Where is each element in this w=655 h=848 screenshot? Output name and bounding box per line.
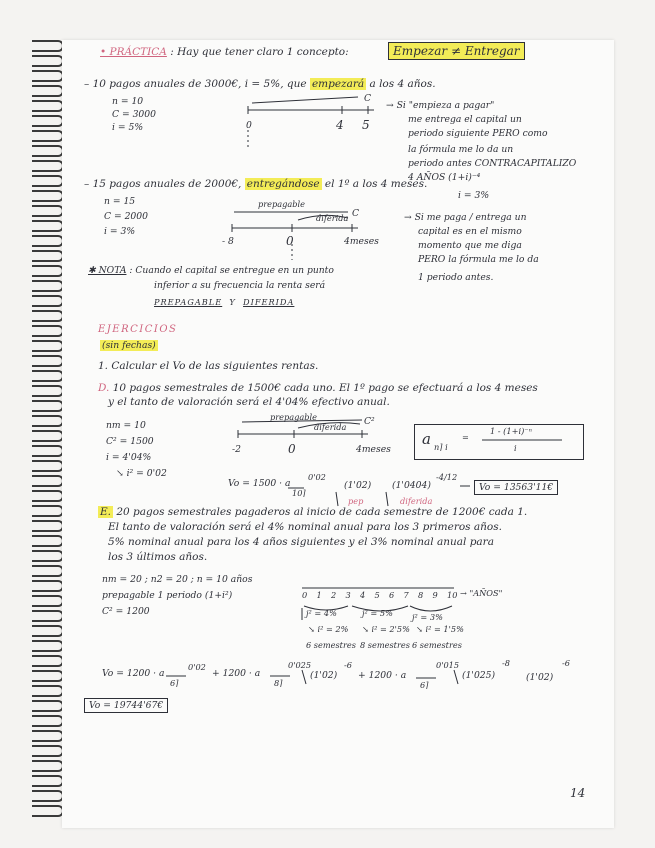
e-i2: ↘ i² = 2'5% [362, 624, 410, 634]
e-line3: 5% nominal anual para los 4 años siguientes y el 3% nominal anual para [108, 536, 494, 548]
spiral-ring [32, 400, 64, 412]
ejercicios-title: EJERCICIOS [98, 324, 178, 335]
spiral-ring [32, 325, 64, 337]
e-tick-label: 7 [403, 590, 409, 600]
e-vo-f1: (1'02) [310, 670, 338, 681]
notebook-page: • PRÁCTICA : Hay que tener claro 1 concepto: Empezar ≠ Entregar – 10 pagos anuales de 3000€, i = 5%, que empezará a los 4 años. n = 10 C = 3000 i = 5% C 0 4 5 → Si "empieza a pagar" me entrega el capital un periodo siguiente PERO como la fórmula me lo da un periodo antes CONTRACAPITALIZO 4 AÑOS (1+i)⁻⁴ – 15 pagos anuales de 2000€, entregándose el 1º a los 4 meses. i = 3% n = 15 C = 2000 i = 3% prepagable diferida C - 8 0 4meses → Si me paga / entrega un capital es en el mismo momento que me diga PERO la fórmula me lo da 1 periodo antes. ✱ NOTA : Cuando el capital se entregue en un punto inferior a su frecuencia la renta será PREPAGABLE Y DIFERIDA EJERCICIOS (sin fechas) 1. Calcular el Vo de las siguientes rentas. D. 10 pagos semestrales de 1500€ cada uno. El 1º pago se efectuará a los 4 meses y el tanto de valoración será el 4'04% efectivo anual. nm = 10 C² = 1500 i = 4'04% ↘ i² = 0'02 prepagable diferida C² -2 0 4meses a n⌉ i = 1 - (1+i)⁻ⁿ i Vo = 1500 · a 10⌉ 0'02 (1'02) (1'0404) -4/12 pep diferida Vo = 13563'11€ E. 20 pagos semestrales pagaderos al inicio de cada semestre de 1200€ cada 1. El tanto de valoración será el 4% nominal anual para los 3 primeros años. 5% nominal anual para los 4 años siguientes y el 3% nominal anual para los 3 últimos años. nm = 20 ; n2 = 20 ; n = 10 años prepagable 1 periodo (1+i²) C² = 1200 0 1 2 3 4 5 6 7 8 9 10 → "AÑOS" j² = 4% j² = 5% j² = 3% ↘ i² = 2% ↘ i² = 2'5% ↘ i² = 1'5% 6 semestres 8 semestres 6 semestres Vo = 1200 · a 6⌉ 0'02 + 1200 · a 8⌉ 0'025 (1'02) -6 + 1200 · a 6⌉ 0'015 (1'025) -8 (1'02) -6 Vo = 19744'67€ 14 [62, 40, 614, 828]
e-tick-label: 2 [331, 590, 337, 600]
spiral-ring [32, 625, 64, 637]
spiral-ring [32, 715, 64, 727]
example1-highlight: empezará [311, 78, 365, 90]
spiral-ring [32, 370, 64, 382]
ex1-note-3: periodo siguiente PERO como [408, 128, 548, 139]
spiral-ring [32, 640, 64, 652]
spiral-ring [32, 595, 64, 607]
spiral-ring [32, 100, 64, 112]
nota-prepagable: PREPAGABLE [154, 297, 223, 307]
formula-den: i [514, 443, 517, 453]
e-prep: prepagable 1 periodo (1+i²) [102, 590, 233, 601]
e-line2: El tanto de valoración será el 4% nominal anual para los 3 primeros años. [108, 521, 502, 533]
spiral-ring [32, 130, 64, 142]
spiral-ring [32, 145, 64, 157]
e-tick-label: 3 [345, 590, 351, 600]
nota-y: Y [229, 297, 236, 307]
ex1-c: C = 3000 [112, 109, 156, 120]
formula-num: 1 - (1+i)⁻ⁿ [490, 426, 532, 436]
spiral-ring [32, 40, 64, 52]
d-vo-exp: -4/12 [436, 472, 458, 482]
spiral-ring [32, 160, 64, 172]
d-text1: 10 pagos semestrales de 1500€ cada uno. El 1º pago se efectuará a los 4 meses [112, 382, 538, 394]
practica-label: • PRÁCTICA [100, 46, 167, 58]
e-tick-label: 1 [316, 590, 322, 600]
ex1-n: n = 10 [112, 96, 144, 107]
d-nm: nm = 10 [106, 420, 146, 431]
e-tick-label: 4 [360, 590, 366, 600]
spiral-ring [32, 655, 64, 667]
e-letter: E. [100, 506, 112, 518]
e-vo-a3-sub: 6⌉ [420, 680, 429, 690]
d-vo-sup: 0'02 [308, 472, 326, 482]
d-letter: D. [98, 382, 110, 394]
d-vo-eq: Vo = 1500 · a [228, 478, 291, 489]
ex1-note-1: → Si "empieza a pagar" [386, 100, 495, 111]
spiral-ring [32, 505, 64, 517]
ex2-c: C = 2000 [104, 211, 148, 222]
spiral-ring [32, 55, 64, 67]
nota-text-2: inferior a su frecuencia la renta será [154, 280, 326, 291]
spiral-ring [32, 475, 64, 487]
e-line4: los 3 últimos años. [108, 551, 208, 563]
spiral-ring [32, 385, 64, 397]
e-vo-f2: (1'025) [462, 670, 496, 681]
spiral-ring [32, 685, 64, 697]
ex1-note-4: la fórmula me lo da un [408, 144, 514, 155]
nota-text-1: : Cuando el capital se entregue en un punto [129, 265, 334, 276]
spiral-ring [32, 340, 64, 352]
ex2-note-4: PERO la fórmula me lo da [418, 254, 539, 265]
ex1-i: i = 5% [112, 122, 144, 133]
spiral-ring [32, 490, 64, 502]
e-vo-f2-exp: -8 [502, 658, 510, 668]
e-vo-f3-exp: -6 [562, 658, 570, 668]
e-tick-label: 0 [302, 590, 308, 600]
ejercicios-item1: 1. Calcular el Vo de las siguientes rentas. [98, 360, 319, 372]
d-dif: diferida [400, 496, 433, 506]
e-tick-label: 8 [418, 590, 424, 600]
ex2-note-2: capital es en el mismo [418, 226, 522, 237]
spiral-ring [32, 805, 64, 817]
spiral-ring [32, 520, 64, 532]
d-tl-m2: -2 [232, 444, 241, 455]
spiral-ring [32, 190, 64, 202]
d-tl-c2: C² [364, 416, 375, 427]
d-pep: pep [348, 496, 364, 506]
ex1-tl-4: 4 [336, 118, 344, 132]
e-vo-f1-exp: -6 [344, 660, 352, 670]
e-vo-plus2: + 1200 · a [358, 670, 407, 681]
ex1-note-5: periodo antes CONTRACAPITALIZO [408, 158, 577, 169]
sketch-lines [62, 40, 614, 828]
ex1-note-2: me entrega el capital un [408, 114, 522, 125]
e-text1: 20 pagos semestrales pagaderos al inicio de cada semestre de 1200€ cada 1. [116, 506, 528, 518]
spiral-ring [32, 460, 64, 472]
ex1-tl-5: 5 [362, 118, 370, 132]
e-vo-a3-sup: 0'015 [436, 660, 460, 670]
ex2-note-5: 1 periodo antes. [418, 272, 494, 283]
spiral-ring [32, 175, 64, 187]
spiral-ring [32, 355, 64, 367]
d-line2: y el tanto de valoración será el 4'04% efectivo anual. [108, 396, 390, 408]
e-vo-a2-sup: 0'025 [288, 660, 312, 670]
spiral-ring [32, 550, 64, 562]
e-tick-label: 5 [374, 590, 380, 600]
ex2-tl-m8: - 8 [222, 236, 234, 247]
e-tick-label: 10 [447, 590, 458, 600]
e-vo-plus1: + 1200 · a [212, 668, 261, 679]
ex2-i-right: i = 3% [458, 190, 490, 201]
spiral-ring [32, 205, 64, 217]
spiral-ring [32, 445, 64, 457]
example2-text: – 15 pagos anuales de 2000€, [84, 178, 242, 190]
spiral-ring [32, 610, 64, 622]
example2-text-end: el 1º a los 4 meses. [324, 178, 428, 190]
ex2-i: i = 3% [104, 226, 136, 237]
spiral-ring [32, 280, 64, 292]
ex1-tl-0: 0 [246, 120, 252, 131]
d-tl-4meses: 4meses [356, 444, 391, 455]
ex1-note-6: 4 AÑOS (1+i)⁻⁴ [408, 172, 481, 183]
e-nm: nm = 20 ; n2 = 20 ; n = 10 años [102, 574, 253, 585]
e-tick-label: 6 [389, 590, 395, 600]
d-i2: ↘ i² = 0'02 [116, 468, 167, 479]
spiral-ring [32, 85, 64, 97]
spiral-ring [32, 745, 64, 757]
spiral-ring [32, 310, 64, 322]
e-c2: C² = 1200 [102, 606, 150, 617]
ex1-arrow [252, 97, 358, 103]
spiral-ring [32, 565, 64, 577]
e-vo-f3: (1'02) [526, 672, 554, 683]
spiral-ring [32, 235, 64, 247]
spiral-ring [32, 700, 64, 712]
spiral-ring [32, 115, 64, 127]
e-tick-label: 9 [432, 590, 438, 600]
ex2-n: n = 15 [104, 196, 136, 207]
formula-a: a [422, 430, 431, 448]
spiral-ring [32, 580, 64, 592]
ex2-tl-0: 0 [286, 234, 294, 248]
example1-text: – 10 pagos anuales de 3000€, i = 5%, que [84, 78, 307, 90]
e-s3: 6 semestres [412, 640, 462, 650]
page-number: 14 [570, 786, 586, 800]
d-vo-factor2: (1'0404) [392, 480, 431, 491]
example2-highlight: entregándose [246, 178, 320, 190]
d-diferida: diferida [314, 422, 347, 432]
spiral-ring [32, 430, 64, 442]
spiral-ring [32, 265, 64, 277]
spiral-ring [32, 670, 64, 682]
ejercicios-subtitle: (sin fechas) [102, 340, 156, 351]
e-vo-a1-sub: 6⌉ [170, 678, 179, 688]
e-vo-eq: Vo = 1200 · a [102, 668, 165, 679]
concept-box: Empezar ≠ Entregar [388, 42, 525, 60]
d-vo-sub: 10⌉ [292, 488, 306, 498]
ex2-tl-c: C [352, 208, 360, 219]
spiral-ring [32, 415, 64, 427]
d-c2: C² = 1500 [106, 436, 154, 447]
e-s1: 6 semestres [306, 640, 356, 650]
e-i1: ↘ i² = 2% [308, 624, 349, 634]
spiral-ring [32, 760, 64, 772]
ex2-note-3: momento que me diga [418, 240, 522, 251]
ex2-prepagable: prepagable [258, 199, 305, 209]
d-vo-factor1: (1'02) [344, 480, 372, 491]
header-text: : Hay que tener claro 1 concepto: [170, 46, 349, 58]
e-j3: j² = 3% [412, 612, 443, 622]
d-i: i = 4'04% [106, 452, 152, 463]
ex1-tl-c: C [364, 93, 372, 104]
ex2-note-1: → Si me paga / entrega un [404, 212, 527, 223]
e-vo-a2-sub: 8⌉ [274, 678, 283, 688]
e-anos: → "AÑOS" [460, 588, 503, 598]
spiral-ring [32, 730, 64, 742]
formula-sub: n⌉ i [434, 442, 448, 452]
d-prepagable: prepagable [270, 412, 317, 422]
e-result: Vo = 19744'67€ [84, 698, 168, 713]
nota-label: ✱ NOTA [88, 265, 127, 276]
spiral-ring [32, 220, 64, 232]
spiral-ring [32, 790, 64, 802]
e-s2: 8 semestres [360, 640, 410, 650]
spiral-ring [32, 250, 64, 262]
ex2-diferida: diferida [316, 213, 349, 223]
e-i3: ↘ i² = 1'5% [416, 624, 464, 634]
spiral-ring [32, 70, 64, 82]
spiral-ring [32, 295, 64, 307]
spiral-ring [32, 775, 64, 787]
ex2-tl-4meses: 4meses [344, 236, 379, 247]
d-result: Vo = 13563'11€ [474, 480, 558, 495]
d-tl-0: 0 [288, 442, 296, 456]
spiral-ring [32, 535, 64, 547]
e-j2: j² = 5% [362, 608, 393, 618]
nota-diferida: DIFERIDA [243, 297, 295, 307]
e-j1: j² = 4% [306, 608, 337, 618]
example1-text-end: a los 4 años. [369, 78, 436, 90]
e-vo-a1-sup: 0'02 [188, 662, 206, 672]
